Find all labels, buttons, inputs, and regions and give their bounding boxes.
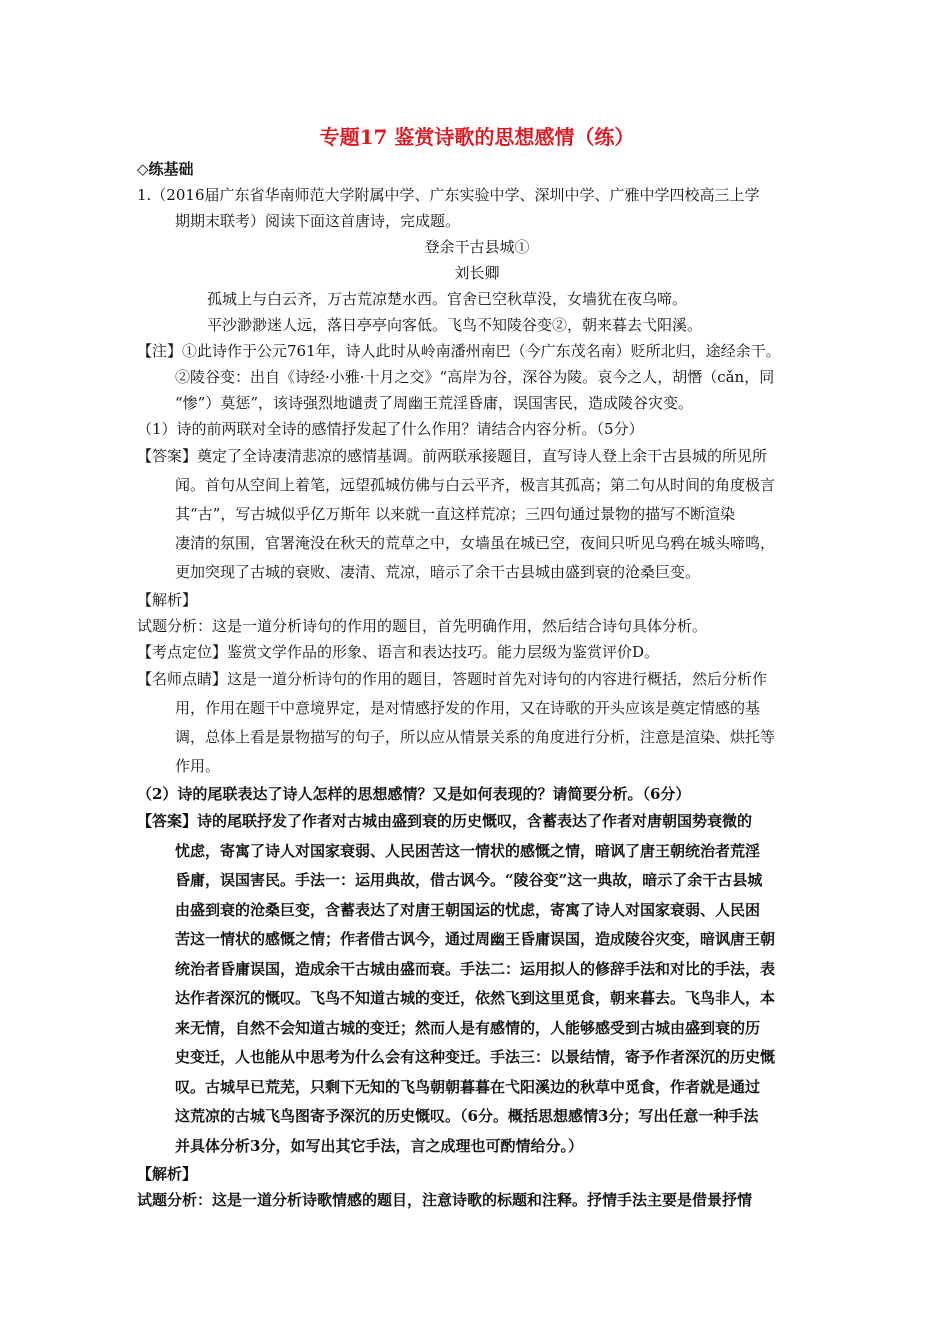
mingshi-line: 用，作用在题干中意境界定，是对情感抒发的作用，又在诗歌的开头应该是奠定情感的基 [175, 699, 761, 717]
question-prompt: （2）诗的尾联表达了诗人怎样的思想感情？又是如何表现的？请简要分析。（6分） [137, 785, 691, 803]
page-title: 专题17 鉴赏诗歌的思想感情（练） [319, 125, 635, 149]
section-heading: ◇练基础 [137, 160, 194, 178]
answer-line: 史变迁，人也能从中思考为什么会有这种变迁。手法三：以景结情，寄予作者深沉的历史慨 [175, 1048, 776, 1066]
kaodian-text: 【考点定位】鉴赏文学作品的形象、语言和表达技巧。能力层级为鉴赏评价D。 [137, 643, 660, 661]
answer-line: 由盛到衰的沧桑巨变，含蓄表达了对唐王朝国运的忧虑，寄寓了诗人对国家衰弱、人民困 [175, 900, 761, 919]
poem-line: 孤城上与白云齐，万古荒凉楚水西。官舍已空秋草没，女墙犹在夜乌啼。 [207, 290, 688, 308]
answer-line: 【答案】奠定了全诗凄清悲凉的感情基调。前两联承接题目，直写诗人登上余干古县城的所见所 [137, 447, 768, 465]
poem-line: 平沙渺渺迷人远，落日亭亭向客低。飞鸟不知陵谷变②，朝来暮去弋阳溪。 [207, 316, 703, 334]
document-body [137, 122, 817, 1213]
note-line: “惨”）莫惩”，该诗强烈地谴责了周幽王荒淫昏庸，误国害民，造成陵谷灾变。 [175, 394, 694, 412]
mingshi-line: 调，总体上看是景物描写的句子，所以应从情景关系的角度进行分析，注意是渲染、烘托等 [175, 728, 776, 746]
answer-line: 凄清的氛围，官署淹没在秋天的荒草之中，女墙虽在城已空，夜间只听见乌鸦在城头啼鸣， [175, 534, 776, 552]
answer-line: 来无情，自然不会知道古城的变迁；然而人是有感情的，人能够感受到古城由盛到衰的历 [175, 1018, 761, 1037]
poem-author: 刘长卿 [454, 264, 500, 282]
answer-line: 统治者昏庸误国，造成余干古城由盛而衰。手法二：运用拟人的修辞手法和对比的手法，表 [175, 959, 776, 978]
question-prompt: （1）诗的前两联对全诗的感情抒发起了什么作用？请结合内容分析。（5分） [137, 420, 644, 438]
answer-line: 达作者深沉的慨叹。飞鸟不知道古城的变迁，依然飞到这里觅食，朝来暮去。飞鸟非人，本 [175, 989, 776, 1007]
answer-line: 【答案】诗的尾联抒发了作者对古城由盛到衰的历史慨叹，含蓄表达了作者对唐朝国势衰微的 [137, 812, 753, 830]
analysis-label: 【解析】 [137, 591, 198, 609]
note-line: 【注】①此诗作于公元761年，诗人此时从岭南潘州南巴（今广东茂名南）贬所北归，途经余干。 [137, 342, 781, 360]
answer-line: 叹。古城早已荒芜，只剩下无知的飞鸟朝朝暮暮在弋阳溪边的秋草中觅食，作者就是通过 [175, 1077, 761, 1096]
mingshi-line: 作用。 [175, 757, 221, 775]
mingshi-line: 【名师点睛】这是一道分析诗句的作用的题目，答题时首先对诗句的内容进行概括，然后分析作 [137, 670, 768, 688]
answer-line: 闻。首句从空间上着笔，远望孤城仿佛与白云平齐，极言其孤高；第二句从时间的角度极言 [175, 476, 776, 494]
analysis-text: 试题分析：这是一道分析诗句的作用的题目，首先明确作用，然后结合诗句具体分析。 [137, 617, 708, 635]
answer-line: 苦这一情状的感慨之情；作者借古讽今，通过周幽王昏庸误国，造成陵谷灾变，暗讽唐王朝 [175, 930, 776, 948]
note-line: ②陵谷变：出自《诗经·小雅·十月之交》“高岸为谷，深谷为陵。哀今之人，胡憯（cǎn，同 [175, 368, 775, 386]
answer-line: 其“古”，写古城似乎亿万斯年 以来就一直这样荒凉；三四句通过景物的描写不断渲染 [175, 505, 736, 523]
answer-line: 更加突现了古城的衰败、凄清、荒凉，暗示了余干古县城由盛到衰的沧桑巨变。 [175, 563, 701, 581]
analysis-label: 【解析】 [137, 1165, 198, 1183]
poem-title: 登余干古县城① [424, 238, 530, 256]
answer-line: 并具体分析3分，如写出其它手法，言之成理也可酌情给分。） [175, 1136, 583, 1155]
analysis-text: 试题分析：这是一道分析诗歌情感的题目，注意诗歌的标题和注释。抒情手法主要是借景抒情 [137, 1191, 753, 1209]
question-line: 1.（2016届广东省华南师范大学附属中学、广东实验中学、深圳中学、广雅中学四校高三上学 [137, 186, 760, 204]
answer-line: 这荒凉的古城飞鸟图寄予深沉的历史慨叹。（6分。概括思想感情3分；写出任意一种手法 [175, 1107, 759, 1125]
answer-line: 昏庸，误国害民。手法一：运用典故，借古讽今。“陵谷变”这一典故，暗示了余干古县城 [175, 871, 763, 889]
question-line: 期期末联考）阅读下面这首唐诗，完成题。 [175, 212, 461, 230]
answer-line: 忧虑，寄寓了诗人对国家衰弱、人民困苦这一情状的感慨之情，暗讽了唐王朝统治者荒淫 [175, 841, 761, 860]
